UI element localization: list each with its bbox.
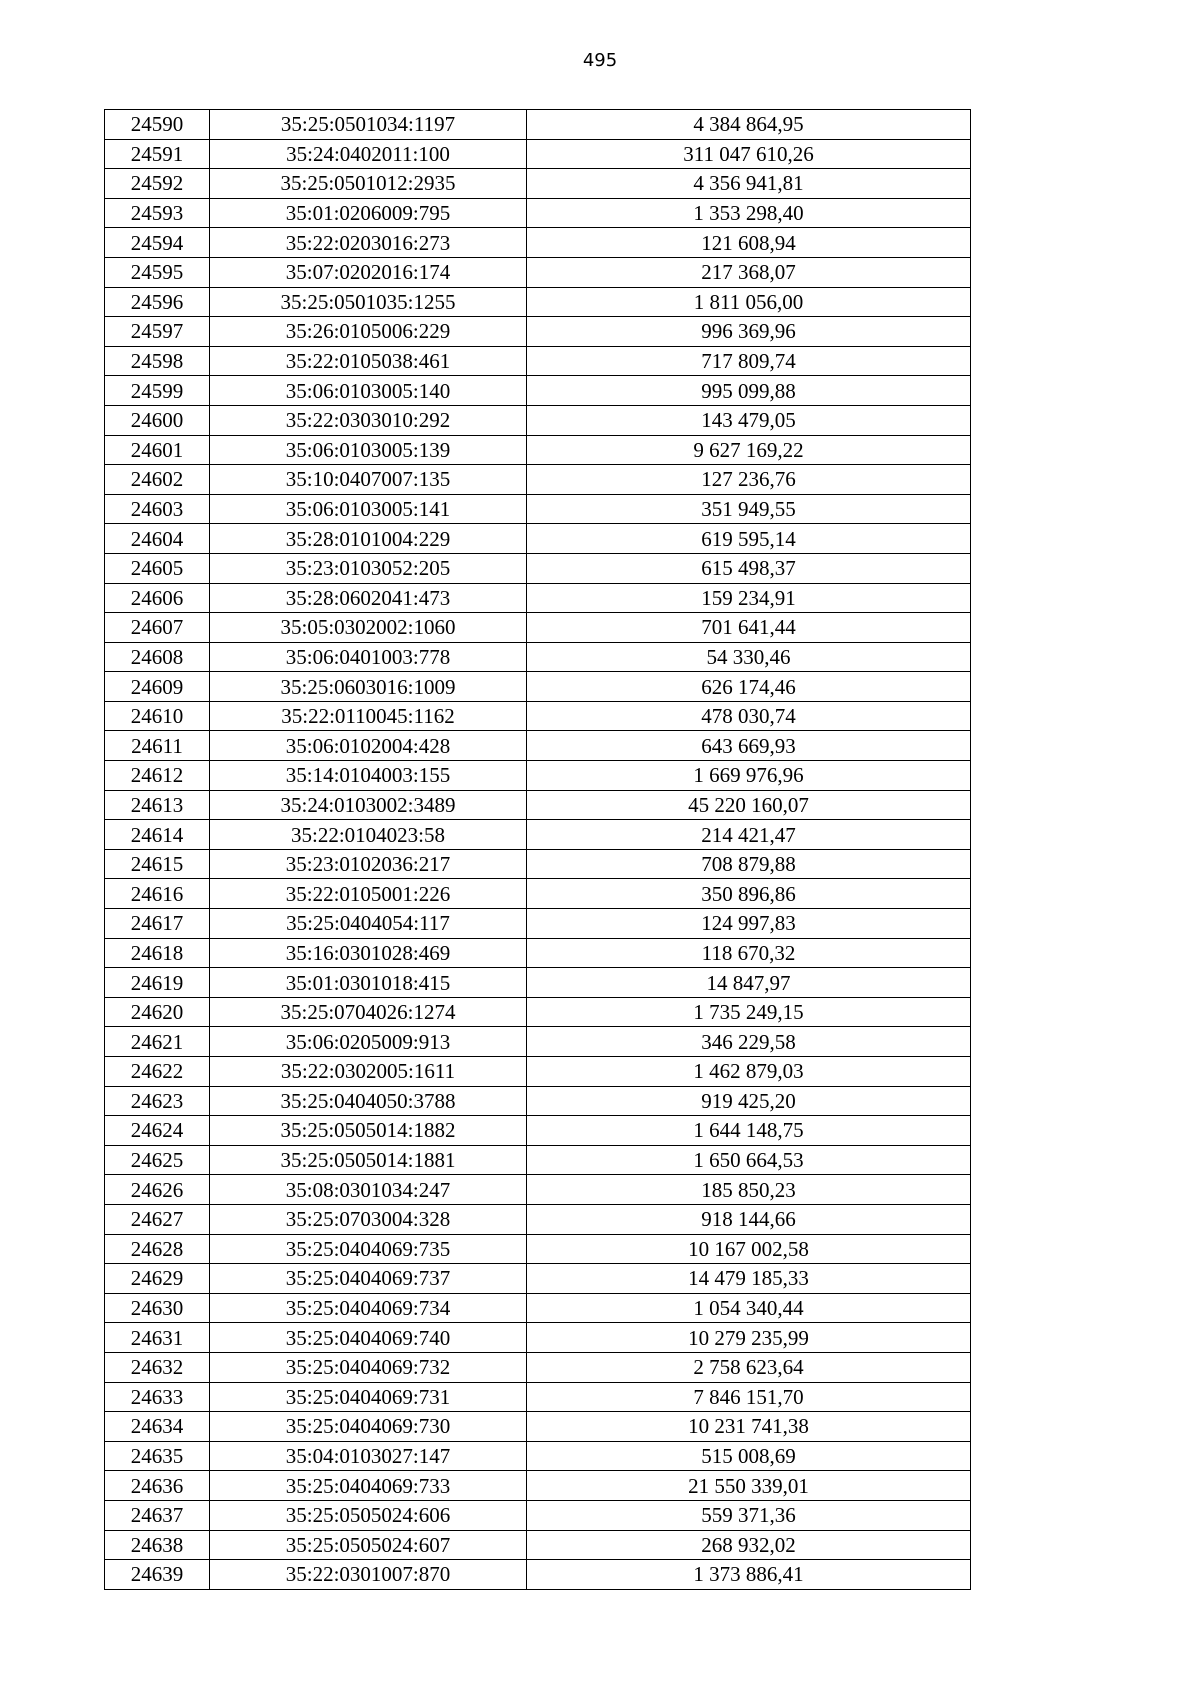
row-number-cell: 24620	[105, 997, 210, 1027]
cadastral-number-cell: 35:26:0105006:229	[210, 317, 527, 347]
cadastral-number-cell: 35:07:0202016:174	[210, 257, 527, 287]
cadastral-number-cell: 35:23:0102036:217	[210, 849, 527, 879]
row-number-cell: 24631	[105, 1323, 210, 1353]
row-number-cell: 24612	[105, 761, 210, 791]
table-row	[105, 110, 971, 140]
row-number-cell: 24633	[105, 1382, 210, 1412]
row-number-cell: 24634	[105, 1412, 210, 1442]
value-cell: 1 462 879,03	[527, 1057, 971, 1087]
row-number-cell: 24625	[105, 1145, 210, 1175]
cadastral-number-cell: 35:25:0501034:1197	[210, 110, 527, 140]
cadastral-number-cell: 35:25:0404069:740	[210, 1323, 527, 1353]
table-row	[105, 1560, 971, 1590]
table-row	[105, 849, 971, 879]
table-row	[105, 257, 971, 287]
value-cell: 14 847,97	[527, 968, 971, 998]
value-cell: 45 220 160,07	[527, 790, 971, 820]
table-row	[105, 761, 971, 791]
table-row	[105, 524, 971, 554]
cadastral-number-cell: 35:25:0501035:1255	[210, 287, 527, 317]
value-cell: 1 669 976,96	[527, 761, 971, 791]
table-row	[105, 1204, 971, 1234]
row-number-cell: 24621	[105, 1027, 210, 1057]
cadastral-number-cell: 35:25:0505024:607	[210, 1530, 527, 1560]
value-cell: 143 479,05	[527, 405, 971, 435]
row-number-cell: 24597	[105, 317, 210, 347]
cadastral-number-cell: 35:24:0103002:3489	[210, 790, 527, 820]
table-row	[105, 1145, 971, 1175]
cadastral-number-cell: 35:22:0303010:292	[210, 405, 527, 435]
value-cell: 10 279 235,99	[527, 1323, 971, 1353]
row-number-cell: 24629	[105, 1264, 210, 1294]
row-number-cell: 24602	[105, 465, 210, 495]
value-cell: 1 735 249,15	[527, 997, 971, 1027]
value-cell: 14 479 185,33	[527, 1264, 971, 1294]
cadastral-number-cell: 35:28:0101004:229	[210, 524, 527, 554]
value-cell: 10 231 741,38	[527, 1412, 971, 1442]
row-number-cell: 24624	[105, 1116, 210, 1146]
cadastral-number-cell: 35:22:0301007:870	[210, 1560, 527, 1590]
value-cell: 124 997,83	[527, 909, 971, 939]
table-row	[105, 583, 971, 613]
value-cell: 717 809,74	[527, 346, 971, 376]
cadastral-number-cell: 35:22:0110045:1162	[210, 701, 527, 731]
row-number-cell: 24599	[105, 376, 210, 406]
row-number-cell: 24608	[105, 642, 210, 672]
cadastral-number-cell: 35:25:0404069:737	[210, 1264, 527, 1294]
row-number-cell: 24596	[105, 287, 210, 317]
table-row	[105, 1175, 971, 1205]
cadastral-number-cell: 35:06:0401003:778	[210, 642, 527, 672]
cadastral-number-cell: 35:25:0404069:735	[210, 1234, 527, 1264]
row-number-cell: 24636	[105, 1471, 210, 1501]
table-row	[105, 1027, 971, 1057]
row-number-cell: 24622	[105, 1057, 210, 1087]
table-row	[105, 879, 971, 909]
table-row	[105, 642, 971, 672]
value-cell: 1 353 298,40	[527, 198, 971, 228]
value-cell: 619 595,14	[527, 524, 971, 554]
cadastral-number-cell: 35:25:0404069:730	[210, 1412, 527, 1442]
cadastral-number-cell: 35:06:0103005:140	[210, 376, 527, 406]
cadastral-number-cell: 35:25:0404069:733	[210, 1471, 527, 1501]
cadastral-number-cell: 35:08:0301034:247	[210, 1175, 527, 1205]
cadastral-number-cell: 35:25:0704026:1274	[210, 997, 527, 1027]
value-cell: 7 846 151,70	[527, 1382, 971, 1412]
value-cell: 643 669,93	[527, 731, 971, 761]
row-number-cell: 24600	[105, 405, 210, 435]
cadastral-number-cell: 35:06:0103005:139	[210, 435, 527, 465]
table-row	[105, 1441, 971, 1471]
value-cell: 121 608,94	[527, 228, 971, 258]
row-number-cell: 24623	[105, 1086, 210, 1116]
value-cell: 9 627 169,22	[527, 435, 971, 465]
cadastral-number-cell: 35:14:0104003:155	[210, 761, 527, 791]
table-row	[105, 1293, 971, 1323]
table-body	[105, 110, 971, 1590]
row-number-cell: 24627	[105, 1204, 210, 1234]
cadastral-number-cell: 35:06:0102004:428	[210, 731, 527, 761]
cadastral-number-cell: 35:28:0602041:473	[210, 583, 527, 613]
table-row	[105, 346, 971, 376]
cadastral-number-cell: 35:25:0603016:1009	[210, 672, 527, 702]
value-cell: 1 054 340,44	[527, 1293, 971, 1323]
row-number-cell: 24609	[105, 672, 210, 702]
cadastral-number-cell: 35:25:0505014:1882	[210, 1116, 527, 1146]
cadastral-number-cell: 35:06:0205009:913	[210, 1027, 527, 1057]
table-row	[105, 1382, 971, 1412]
table-row	[105, 909, 971, 939]
table-row	[105, 1530, 971, 1560]
row-number-cell: 24601	[105, 435, 210, 465]
cadastral-number-cell: 35:25:0404069:732	[210, 1352, 527, 1382]
row-number-cell: 24616	[105, 879, 210, 909]
row-number-cell: 24632	[105, 1352, 210, 1382]
row-number-cell: 24606	[105, 583, 210, 613]
table-row	[105, 1352, 971, 1382]
value-cell: 214 421,47	[527, 820, 971, 850]
row-number-cell: 24605	[105, 553, 210, 583]
value-cell: 311 047 610,26	[527, 139, 971, 169]
value-cell: 626 174,46	[527, 672, 971, 702]
row-number-cell: 24638	[105, 1530, 210, 1560]
table-row	[105, 672, 971, 702]
cadastral-number-cell: 35:24:0402011:100	[210, 139, 527, 169]
value-cell: 918 144,66	[527, 1204, 971, 1234]
value-cell: 268 932,02	[527, 1530, 971, 1560]
value-cell: 996 369,96	[527, 317, 971, 347]
table-row	[105, 376, 971, 406]
table-row	[105, 968, 971, 998]
row-number-cell: 24639	[105, 1560, 210, 1590]
value-cell: 127 236,76	[527, 465, 971, 495]
value-cell: 1 644 148,75	[527, 1116, 971, 1146]
table-row	[105, 701, 971, 731]
value-cell: 2 758 623,64	[527, 1352, 971, 1382]
table-row	[105, 938, 971, 968]
table-row	[105, 435, 971, 465]
value-cell: 350 896,86	[527, 879, 971, 909]
table-row	[105, 465, 971, 495]
table-row	[105, 405, 971, 435]
row-number-cell: 24618	[105, 938, 210, 968]
cadastral-number-cell: 35:22:0203016:273	[210, 228, 527, 258]
table-row	[105, 494, 971, 524]
cadastral-number-cell: 35:01:0206009:795	[210, 198, 527, 228]
row-number-cell: 24630	[105, 1293, 210, 1323]
value-cell: 995 099,88	[527, 376, 971, 406]
cadastral-number-cell: 35:22:0105038:461	[210, 346, 527, 376]
row-number-cell: 24594	[105, 228, 210, 258]
value-cell: 4 384 864,95	[527, 110, 971, 140]
cadastral-number-cell: 35:25:0404069:734	[210, 1293, 527, 1323]
row-number-cell: 24626	[105, 1175, 210, 1205]
cadastral-number-cell: 35:22:0302005:1611	[210, 1057, 527, 1087]
row-number-cell: 24595	[105, 257, 210, 287]
cadastral-number-cell: 35:25:0703004:328	[210, 1204, 527, 1234]
value-cell: 217 368,07	[527, 257, 971, 287]
table-row	[105, 287, 971, 317]
cadastral-number-cell: 35:25:0501012:2935	[210, 169, 527, 199]
row-number-cell: 24592	[105, 169, 210, 199]
table-row	[105, 1323, 971, 1353]
value-cell: 478 030,74	[527, 701, 971, 731]
value-cell: 4 356 941,81	[527, 169, 971, 199]
table-row	[105, 317, 971, 347]
table-row	[105, 1116, 971, 1146]
row-number-cell: 24613	[105, 790, 210, 820]
cadastral-number-cell: 35:25:0404054:117	[210, 909, 527, 939]
table-row	[105, 1057, 971, 1087]
value-cell: 185 850,23	[527, 1175, 971, 1205]
row-number-cell: 24614	[105, 820, 210, 850]
cadastral-number-cell: 35:25:0404069:731	[210, 1382, 527, 1412]
cadastral-value-table	[104, 109, 971, 1590]
value-cell: 21 550 339,01	[527, 1471, 971, 1501]
table-row	[105, 1086, 971, 1116]
cadastral-number-cell: 35:23:0103052:205	[210, 553, 527, 583]
cadastral-number-cell: 35:22:0104023:58	[210, 820, 527, 850]
table-row	[105, 820, 971, 850]
value-cell: 919 425,20	[527, 1086, 971, 1116]
value-cell: 118 670,32	[527, 938, 971, 968]
page-number: 495	[582, 50, 618, 71]
value-cell: 615 498,37	[527, 553, 971, 583]
value-cell: 54 330,46	[527, 642, 971, 672]
table-row	[105, 1264, 971, 1294]
cadastral-number-cell: 35:04:0103027:147	[210, 1441, 527, 1471]
row-number-cell: 24615	[105, 849, 210, 879]
row-number-cell: 24603	[105, 494, 210, 524]
row-number-cell: 24607	[105, 613, 210, 643]
row-number-cell: 24610	[105, 701, 210, 731]
table-row	[105, 553, 971, 583]
table-row	[105, 169, 971, 199]
cadastral-number-cell: 35:05:0302002:1060	[210, 613, 527, 643]
value-cell: 10 167 002,58	[527, 1234, 971, 1264]
table-row	[105, 139, 971, 169]
cadastral-number-cell: 35:01:0301018:415	[210, 968, 527, 998]
value-cell: 159 234,91	[527, 583, 971, 613]
cadastral-number-cell: 35:16:0301028:469	[210, 938, 527, 968]
value-cell: 1 650 664,53	[527, 1145, 971, 1175]
table-row	[105, 613, 971, 643]
cadastral-number-cell: 35:10:0407007:135	[210, 465, 527, 495]
value-cell: 1 811 056,00	[527, 287, 971, 317]
cadastral-number-cell: 35:25:0404050:3788	[210, 1086, 527, 1116]
value-cell: 351 949,55	[527, 494, 971, 524]
table-row	[105, 1471, 971, 1501]
table-row	[105, 731, 971, 761]
cadastral-number-cell: 35:06:0103005:141	[210, 494, 527, 524]
cadastral-number-cell: 35:25:0505014:1881	[210, 1145, 527, 1175]
table-row	[105, 1412, 971, 1442]
value-cell: 515 008,69	[527, 1441, 971, 1471]
cadastral-number-cell: 35:25:0505024:606	[210, 1500, 527, 1530]
row-number-cell: 24628	[105, 1234, 210, 1264]
value-cell: 559 371,36	[527, 1500, 971, 1530]
table-row	[105, 790, 971, 820]
row-number-cell: 24637	[105, 1500, 210, 1530]
row-number-cell: 24604	[105, 524, 210, 554]
cadastral-number-cell: 35:22:0105001:226	[210, 879, 527, 909]
row-number-cell: 24591	[105, 139, 210, 169]
table-row	[105, 198, 971, 228]
row-number-cell: 24617	[105, 909, 210, 939]
value-cell: 701 641,44	[527, 613, 971, 643]
table-row	[105, 1234, 971, 1264]
value-cell: 346 229,58	[527, 1027, 971, 1057]
row-number-cell: 24598	[105, 346, 210, 376]
table-row	[105, 1500, 971, 1530]
table-row	[105, 997, 971, 1027]
row-number-cell: 24619	[105, 968, 210, 998]
row-number-cell: 24635	[105, 1441, 210, 1471]
value-cell: 708 879,88	[527, 849, 971, 879]
row-number-cell: 24590	[105, 110, 210, 140]
row-number-cell: 24593	[105, 198, 210, 228]
row-number-cell: 24611	[105, 731, 210, 761]
value-cell: 1 373 886,41	[527, 1560, 971, 1590]
table-row	[105, 228, 971, 258]
